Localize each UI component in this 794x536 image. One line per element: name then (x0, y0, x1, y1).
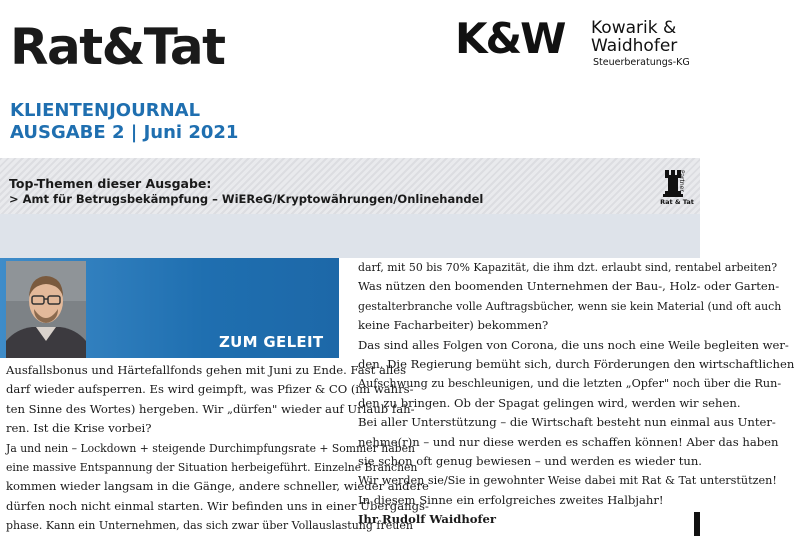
text-line: Das sind alles Folgen von Corona, die uns noch eine Weile begleiten wer- (358, 337, 789, 352)
author-signature: Ihr Rudolf Waidhofer (358, 512, 496, 526)
text-line: darf, mit 50 bis 70% Kapazität, die ihm dzt. erlaubt sind, rentabel arbeiten? (358, 261, 778, 274)
text-line: phase. Kann ein Unternehmen, das sich zwar über Vollauslastung freuen (6, 519, 413, 533)
journal-title: KLIENTENJOURNAL (10, 100, 201, 121)
topics-title: Top-Themen dieser Ausgabe: (9, 176, 212, 191)
text-line: Bei aller Unterstützung – die Wirtschaft besteht nun einmal aus Unter- (358, 415, 776, 430)
topics-item: > Amt für Betrugsbekämpfung – WiEReG/Kryptowährungen/Onlinehandel (9, 192, 484, 206)
text-line: den zu bringen. Ob der Spagat gelingen wird, werden wir sehen. (358, 395, 741, 410)
logo-mark: K&W (455, 14, 565, 63)
author-photo (6, 261, 86, 358)
text-line: In diesem Sinne ein erfolgreiches zweites Halbjahr! (358, 492, 664, 507)
article-column-right (358, 258, 794, 510)
logo-name-line2: Waidhofer (591, 36, 678, 56)
logo-name-line1: Kowarik & (591, 18, 677, 38)
text-line: gestalterbranche volle Auftragsbücher, wenn sie kein Material (und oft auch (358, 299, 782, 313)
issue-label: AUSGABE 2 | Juni 2021 (10, 122, 239, 143)
text-line: kommen wieder langsam in die Gänge, andere schneller, wieder andere (6, 479, 429, 494)
partner-word: Partner (678, 170, 685, 192)
text-line: darf wieder aufsperren. Es wird geimpft, was Pfizer & CO (im wahrs- (6, 382, 414, 397)
text-line: eine massive Entspannung der Situation herbeigeführt. Einzelne Branchen (6, 461, 418, 475)
text-line: ren. Ist die Krise vorbei? (6, 421, 152, 436)
text-line: Wir werden sie/Sie in gewohnter Weise dabei mit Rat & Tat unterstützen! (358, 474, 777, 488)
text-line: ten Sinne des Wortes) hergeben. Wir „dürfen" wieder auf Urlaub fah- (6, 401, 415, 416)
page-edge-marker (694, 512, 700, 536)
text-line: sie schon oft genug bewiesen – und werden es wieder tun. (358, 454, 702, 469)
divider-band (0, 214, 700, 258)
partner-label: Rat & Tat (660, 198, 694, 206)
text-line: Aufschwung zu beschleunigen, und die letzten „Opfer" noch über die Run- (358, 377, 782, 391)
text-line: Ja und nein – Lockdown + steigende Durchimpfungsrate + Sommer haben (6, 441, 415, 455)
portrait-photo-icon (6, 261, 86, 358)
brand-title: Rat&Tat (10, 18, 225, 76)
article-heading: ZUM GELEIT (219, 333, 324, 351)
text-line: nehme(r)n – und nur diese werden es schaffen können! Aber das haben (358, 434, 779, 449)
text-line: Was nützen den boomenden Unternehmen der Bau-, Holz- oder Garten- (358, 279, 780, 294)
text-line: den. Die Regierung bemüht sich, durch Förderungen den wirtschaftlichen (358, 357, 794, 372)
text-line: dürfen noch nicht einmal starten. Wir befinden uns in einer Übergangs- (6, 498, 429, 513)
text-line: Ausfallsbonus und Härtefallfonds gehen mit Juni zu Ende. Fast alles (6, 363, 407, 377)
text-line: keine Facharbeiter) bekommen? (358, 318, 549, 333)
topics-band (0, 158, 700, 214)
company-logo (455, 14, 695, 74)
journal-heading (10, 100, 238, 144)
logo-subtitle: Steuerberatungs-KG (593, 57, 690, 68)
partner-badge (660, 166, 694, 210)
